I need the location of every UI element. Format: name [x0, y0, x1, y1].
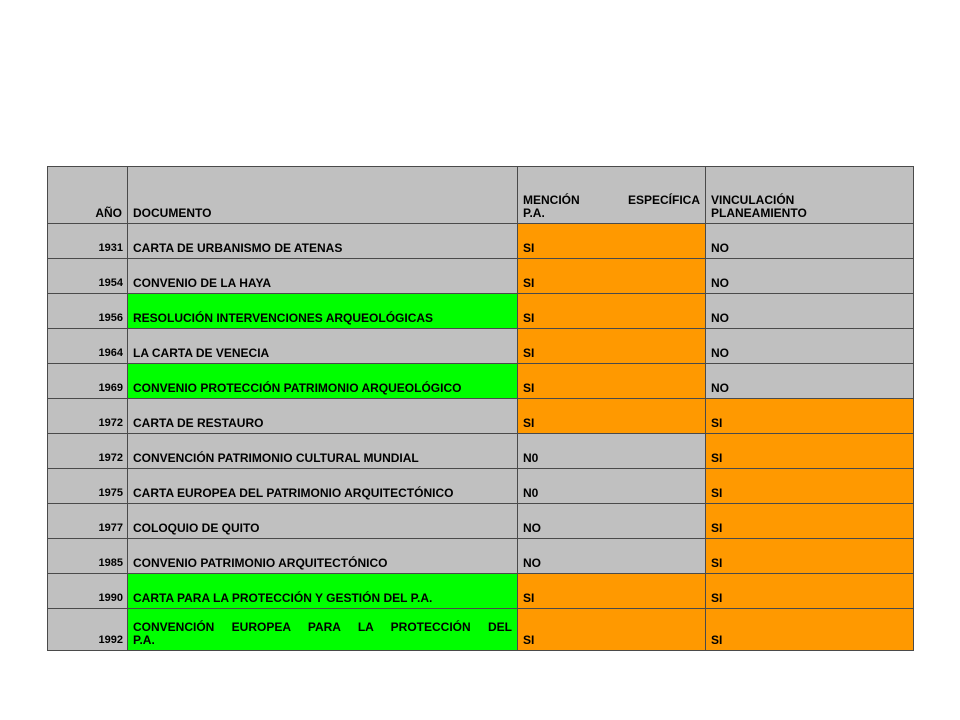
row-mention: N0: [518, 469, 706, 504]
row-planning: NO: [706, 364, 914, 399]
row-mention: SI: [518, 574, 706, 609]
row-planning: SI: [706, 504, 914, 539]
row-planning: NO: [706, 224, 914, 259]
header-mention: MENCIÓN ESPECÍFICA P.A.: [518, 167, 706, 224]
header-year: AÑO: [48, 167, 128, 224]
table-row: [48, 504, 914, 539]
header-planning: VINCULACIÓN PLANEAMIENTO: [706, 167, 914, 224]
row-document: CONVENCIÓN PATRIMONIO CULTURAL MUNDIAL: [128, 434, 518, 469]
table-row: [48, 224, 914, 259]
documents-table: [47, 166, 914, 651]
row-year: 1969: [48, 364, 128, 399]
table-row: [48, 399, 914, 434]
row-year: 1977: [48, 504, 128, 539]
table-row: [48, 539, 914, 574]
row-planning: SI: [706, 609, 914, 651]
row-planning: NO: [706, 259, 914, 294]
row-mention: SI: [518, 224, 706, 259]
row-mention: SI: [518, 364, 706, 399]
row-year: 1964: [48, 329, 128, 364]
row-mention: SI: [518, 399, 706, 434]
row-year: 1972: [48, 434, 128, 469]
row-year: 1985: [48, 539, 128, 574]
row-year: 1931: [48, 224, 128, 259]
row-mention: N0: [518, 434, 706, 469]
row-mention: NO: [518, 504, 706, 539]
row-year: 1992: [48, 609, 128, 651]
table-row: [48, 364, 914, 399]
row-document: CONVENIO PROTECCIÓN PATRIMONIO ARQUEOLÓGICO: [128, 364, 518, 399]
row-mention: SI: [518, 294, 706, 329]
row-mention: SI: [518, 329, 706, 364]
row-year: 1972: [48, 399, 128, 434]
row-document: RESOLUCIÓN INTERVENCIONES ARQUEOLÓGICAS: [128, 294, 518, 329]
row-planning: SI: [706, 539, 914, 574]
row-document: CARTA EUROPEA DEL PATRIMONIO ARQUITECTÓNICO: [128, 469, 518, 504]
row-planning: SI: [706, 469, 914, 504]
row-planning: NO: [706, 294, 914, 329]
row-planning: SI: [706, 434, 914, 469]
table-row: [48, 469, 914, 504]
table-row: [48, 574, 914, 609]
row-year: 1954: [48, 259, 128, 294]
row-mention: SI: [518, 259, 706, 294]
row-document: LA CARTA DE VENECIA: [128, 329, 518, 364]
row-document: CARTA PARA LA PROTECCIÓN Y GESTIÓN DEL P.A.: [128, 574, 518, 609]
row-planning: SI: [706, 574, 914, 609]
row-document: CONVENIO DE LA HAYA: [128, 259, 518, 294]
table-row: [48, 609, 914, 651]
row-document: COLOQUIO DE QUITO: [128, 504, 518, 539]
header-document: DOCUMENTO: [128, 167, 518, 224]
row-mention: NO: [518, 539, 706, 574]
row-planning: SI: [706, 399, 914, 434]
table-row: [48, 294, 914, 329]
row-planning: NO: [706, 329, 914, 364]
row-mention: SI: [518, 609, 706, 651]
row-document: CARTA DE URBANISMO DE ATENAS: [128, 224, 518, 259]
table-header-row: [48, 167, 914, 224]
row-document: CONVENIO PATRIMONIO ARQUITECTÓNICO: [128, 539, 518, 574]
row-year: 1975: [48, 469, 128, 504]
row-year: 1990: [48, 574, 128, 609]
row-document: CONVENCIÓN EUROPEA PARA LA PROTECCIÓN DEL P.A.: [128, 609, 518, 651]
table-row: [48, 434, 914, 469]
row-document: CARTA DE RESTAURO: [128, 399, 518, 434]
table-row: [48, 329, 914, 364]
table-row: [48, 259, 914, 294]
row-year: 1956: [48, 294, 128, 329]
